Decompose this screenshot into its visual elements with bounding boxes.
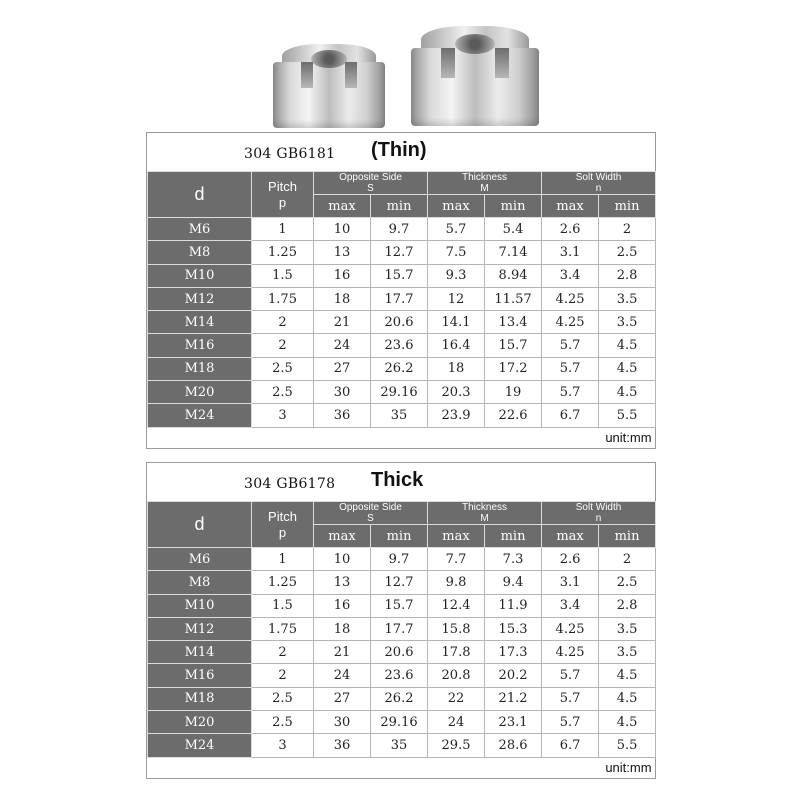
header-opposite-label: Opposite Side bbox=[339, 172, 402, 183]
thickness-max-cell: 16.4 bbox=[428, 334, 485, 357]
header-thickness-symbol: M bbox=[480, 183, 489, 194]
castle-nut-large-image bbox=[411, 26, 539, 126]
thickness-max-cell: 7.5 bbox=[428, 241, 485, 264]
pitch-cell: 2 bbox=[252, 641, 314, 664]
table-title bbox=[147, 463, 655, 501]
header-d: d bbox=[148, 172, 252, 218]
header-slot-width bbox=[542, 172, 656, 195]
opposite-max-cell: 36 bbox=[314, 734, 371, 757]
opposite-max-cell: 27 bbox=[314, 687, 371, 710]
table-row bbox=[148, 218, 656, 241]
header-slot-symbol: n bbox=[595, 183, 602, 194]
opposite-max-cell: 13 bbox=[314, 241, 371, 264]
slot-max-cell: 5.7 bbox=[542, 664, 599, 687]
table-row bbox=[148, 734, 656, 757]
slot-max-cell: 4.25 bbox=[542, 641, 599, 664]
table-row bbox=[148, 381, 656, 404]
size-cell: M10 bbox=[148, 594, 252, 617]
thickness-max-cell: 22 bbox=[428, 687, 485, 710]
header-opposite-symbol: S bbox=[367, 183, 374, 194]
table-row bbox=[148, 241, 656, 264]
pitch-cell: 1 bbox=[252, 218, 314, 241]
thickness-max-cell: 9.3 bbox=[428, 264, 485, 287]
size-cell: M20 bbox=[148, 711, 252, 734]
slot-max-cell: 4.25 bbox=[542, 617, 599, 640]
slot-max-cell: 4.25 bbox=[542, 311, 599, 334]
table-row bbox=[148, 641, 656, 664]
thickness-max-cell: 20.8 bbox=[428, 664, 485, 687]
thickness-max-cell: 29.5 bbox=[428, 734, 485, 757]
slot-min-cell: 2.5 bbox=[599, 571, 656, 594]
header-pitch bbox=[252, 502, 314, 548]
product-photo bbox=[265, 22, 545, 130]
header-thickness bbox=[428, 502, 542, 525]
thickness-min-cell: 5.4 bbox=[485, 218, 542, 241]
thickness-min-cell: 21.2 bbox=[485, 687, 542, 710]
slot-max-cell: 3.4 bbox=[542, 264, 599, 287]
size-cell: M16 bbox=[148, 334, 252, 357]
opposite-min-cell: 9.7 bbox=[371, 218, 428, 241]
header-slot-symbol: n bbox=[595, 513, 602, 524]
slot-max-cell: 5.7 bbox=[542, 334, 599, 357]
thickness-max-cell: 23.9 bbox=[428, 404, 485, 427]
table-row bbox=[148, 594, 656, 617]
thickness-max-cell: 5.7 bbox=[428, 218, 485, 241]
pitch-cell: 3 bbox=[252, 404, 314, 427]
size-cell: M12 bbox=[148, 617, 252, 640]
thickness-max-cell: 17.8 bbox=[428, 641, 485, 664]
thickness-min-cell: 19 bbox=[485, 381, 542, 404]
thickness-min-cell: 22.6 bbox=[485, 404, 542, 427]
spec-table-thin bbox=[146, 132, 656, 449]
slot-max-cell: 4.25 bbox=[542, 287, 599, 310]
unit-label: unit:mm bbox=[605, 760, 652, 776]
pitch-cell: 1.5 bbox=[252, 264, 314, 287]
slot-min-cell: 4.5 bbox=[599, 687, 656, 710]
size-cell: M14 bbox=[148, 641, 252, 664]
table-row bbox=[148, 687, 656, 710]
opposite-max-cell: 36 bbox=[314, 404, 371, 427]
thickness-min-cell: 17.2 bbox=[485, 357, 542, 380]
slot-max-cell: 6.7 bbox=[542, 734, 599, 757]
table-row bbox=[148, 334, 656, 357]
opposite-max-cell: 27 bbox=[314, 357, 371, 380]
opposite-min-cell: 15.7 bbox=[371, 264, 428, 287]
size-cell: M14 bbox=[148, 311, 252, 334]
thickness-min-cell: 15.3 bbox=[485, 617, 542, 640]
spec-table-thick bbox=[146, 462, 656, 779]
header-thickness-label: Thickness bbox=[462, 172, 508, 183]
opposite-min-cell: 35 bbox=[371, 734, 428, 757]
opposite-max-cell: 16 bbox=[314, 594, 371, 617]
standard-code: 304 GB6181 bbox=[244, 146, 336, 162]
header-min: min bbox=[371, 525, 428, 548]
header-thickness-symbol: M bbox=[480, 513, 489, 524]
size-cell: M16 bbox=[148, 664, 252, 687]
opposite-min-cell: 23.6 bbox=[371, 334, 428, 357]
pitch-cell: 3 bbox=[252, 734, 314, 757]
slot-max-cell: 5.7 bbox=[542, 357, 599, 380]
slot-max-cell: 3.1 bbox=[542, 241, 599, 264]
header-max: max bbox=[542, 195, 599, 218]
thickness-max-cell: 9.8 bbox=[428, 571, 485, 594]
pitch-cell: 1.75 bbox=[252, 287, 314, 310]
opposite-min-cell: 23.6 bbox=[371, 664, 428, 687]
pitch-cell: 2.5 bbox=[252, 357, 314, 380]
opposite-min-cell: 12.7 bbox=[371, 241, 428, 264]
castle-nut-small-image bbox=[273, 44, 385, 128]
slot-max-cell: 5.7 bbox=[542, 381, 599, 404]
thickness-min-cell: 23.1 bbox=[485, 711, 542, 734]
thickness-min-cell: 15.7 bbox=[485, 334, 542, 357]
opposite-min-cell: 35 bbox=[371, 404, 428, 427]
opposite-max-cell: 21 bbox=[314, 641, 371, 664]
table-title bbox=[147, 133, 655, 171]
header-slot-width bbox=[542, 502, 656, 525]
opposite-min-cell: 20.6 bbox=[371, 641, 428, 664]
size-cell: M20 bbox=[148, 381, 252, 404]
opposite-min-cell: 9.7 bbox=[371, 548, 428, 571]
table-row bbox=[148, 404, 656, 427]
dimension-table bbox=[147, 501, 656, 778]
opposite-min-cell: 17.7 bbox=[371, 287, 428, 310]
slot-min-cell: 2 bbox=[599, 548, 656, 571]
pitch-cell: 2 bbox=[252, 311, 314, 334]
header-max: max bbox=[314, 525, 371, 548]
opposite-min-cell: 26.2 bbox=[371, 687, 428, 710]
opposite-max-cell: 13 bbox=[314, 571, 371, 594]
header-max: max bbox=[428, 525, 485, 548]
header-min: min bbox=[485, 525, 542, 548]
opposite-min-cell: 26.2 bbox=[371, 357, 428, 380]
thickness-max-cell: 12 bbox=[428, 287, 485, 310]
slot-max-cell: 5.7 bbox=[542, 687, 599, 710]
opposite-min-cell: 29.16 bbox=[371, 381, 428, 404]
size-cell: M8 bbox=[148, 571, 252, 594]
thickness-min-cell: 8.94 bbox=[485, 264, 542, 287]
slot-min-cell: 3.5 bbox=[599, 287, 656, 310]
size-cell: M12 bbox=[148, 287, 252, 310]
slot-min-cell: 3.5 bbox=[599, 641, 656, 664]
pitch-cell: 2 bbox=[252, 664, 314, 687]
header-pitch-symbol: p bbox=[278, 524, 287, 540]
header-min: min bbox=[371, 195, 428, 218]
opposite-max-cell: 18 bbox=[314, 617, 371, 640]
header-opposite-label: Opposite Side bbox=[339, 502, 402, 513]
thickness-max-cell: 20.3 bbox=[428, 381, 485, 404]
opposite-max-cell: 24 bbox=[314, 334, 371, 357]
thickness-max-cell: 12.4 bbox=[428, 594, 485, 617]
pitch-cell: 2.5 bbox=[252, 687, 314, 710]
table-body bbox=[148, 218, 656, 428]
thickness-min-cell: 28.6 bbox=[485, 734, 542, 757]
slot-max-cell: 5.7 bbox=[542, 711, 599, 734]
thickness-min-cell: 13.4 bbox=[485, 311, 542, 334]
size-cell: M24 bbox=[148, 734, 252, 757]
slot-min-cell: 3.5 bbox=[599, 311, 656, 334]
pitch-cell: 1.25 bbox=[252, 571, 314, 594]
header-min: min bbox=[599, 525, 656, 548]
slot-max-cell: 2.6 bbox=[542, 548, 599, 571]
opposite-min-cell: 15.7 bbox=[371, 594, 428, 617]
opposite-max-cell: 10 bbox=[314, 548, 371, 571]
size-cell: M10 bbox=[148, 264, 252, 287]
header-slot-label: Solt Width bbox=[575, 502, 622, 513]
pitch-cell: 1.75 bbox=[252, 617, 314, 640]
standard-code: 304 GB6178 bbox=[244, 476, 336, 492]
table-row bbox=[148, 357, 656, 380]
size-cell: M18 bbox=[148, 357, 252, 380]
thickness-max-cell: 15.8 bbox=[428, 617, 485, 640]
size-cell: M6 bbox=[148, 548, 252, 571]
slot-min-cell: 5.5 bbox=[599, 734, 656, 757]
slot-min-cell: 4.5 bbox=[599, 381, 656, 404]
thickness-min-cell: 7.14 bbox=[485, 241, 542, 264]
slot-min-cell: 4.5 bbox=[599, 357, 656, 380]
header-opposite-side bbox=[314, 502, 428, 525]
header-min: min bbox=[485, 195, 542, 218]
pitch-cell: 2.5 bbox=[252, 711, 314, 734]
header-pitch-label: Pitch bbox=[268, 178, 297, 194]
thickness-max-cell: 18 bbox=[428, 357, 485, 380]
header-min: min bbox=[599, 195, 656, 218]
size-cell: M6 bbox=[148, 218, 252, 241]
thickness-min-cell: 11.9 bbox=[485, 594, 542, 617]
header-opposite-symbol: S bbox=[367, 513, 374, 524]
opposite-max-cell: 16 bbox=[314, 264, 371, 287]
slot-max-cell: 2.6 bbox=[542, 218, 599, 241]
opposite-min-cell: 17.7 bbox=[371, 617, 428, 640]
table-body bbox=[148, 548, 656, 758]
slot-max-cell: 3.4 bbox=[542, 594, 599, 617]
header-max: max bbox=[542, 525, 599, 548]
header-slot-label: Solt Width bbox=[575, 172, 622, 183]
thickness-min-cell: 20.2 bbox=[485, 664, 542, 687]
size-cell: M24 bbox=[148, 404, 252, 427]
dimension-table bbox=[147, 171, 656, 448]
nut-type-label: Thick bbox=[371, 469, 424, 491]
thickness-max-cell: 24 bbox=[428, 711, 485, 734]
table-row bbox=[148, 617, 656, 640]
header-max: max bbox=[428, 195, 485, 218]
header-pitch-label: Pitch bbox=[268, 508, 297, 524]
header-max: max bbox=[314, 195, 371, 218]
opposite-min-cell: 29.16 bbox=[371, 711, 428, 734]
header-pitch bbox=[252, 172, 314, 218]
pitch-cell: 1 bbox=[252, 548, 314, 571]
pitch-cell: 1.25 bbox=[252, 241, 314, 264]
nut-type-label: (Thin) bbox=[371, 139, 427, 161]
thickness-max-cell: 14.1 bbox=[428, 311, 485, 334]
table-row bbox=[148, 287, 656, 310]
slot-min-cell: 2.8 bbox=[599, 264, 656, 287]
slot-min-cell: 2.8 bbox=[599, 594, 656, 617]
opposite-min-cell: 20.6 bbox=[371, 311, 428, 334]
opposite-max-cell: 30 bbox=[314, 711, 371, 734]
pitch-cell: 2.5 bbox=[252, 381, 314, 404]
size-cell: M8 bbox=[148, 241, 252, 264]
table-row bbox=[148, 711, 656, 734]
slot-max-cell: 6.7 bbox=[542, 404, 599, 427]
table-row bbox=[148, 311, 656, 334]
opposite-max-cell: 30 bbox=[314, 381, 371, 404]
slot-min-cell: 2 bbox=[599, 218, 656, 241]
slot-min-cell: 4.5 bbox=[599, 334, 656, 357]
thickness-min-cell: 9.4 bbox=[485, 571, 542, 594]
slot-min-cell: 5.5 bbox=[599, 404, 656, 427]
pitch-cell: 1.5 bbox=[252, 594, 314, 617]
unit-label: unit:mm bbox=[605, 430, 652, 446]
header-thickness-label: Thickness bbox=[462, 502, 508, 513]
slot-min-cell: 4.5 bbox=[599, 711, 656, 734]
slot-min-cell: 4.5 bbox=[599, 664, 656, 687]
opposite-max-cell: 10 bbox=[314, 218, 371, 241]
thickness-min-cell: 17.3 bbox=[485, 641, 542, 664]
opposite-max-cell: 21 bbox=[314, 311, 371, 334]
thickness-min-cell: 11.57 bbox=[485, 287, 542, 310]
slot-min-cell: 3.5 bbox=[599, 617, 656, 640]
header-thickness bbox=[428, 172, 542, 195]
table-row bbox=[148, 664, 656, 687]
opposite-max-cell: 24 bbox=[314, 664, 371, 687]
thickness-min-cell: 7.3 bbox=[485, 548, 542, 571]
slot-min-cell: 2.5 bbox=[599, 241, 656, 264]
table-row bbox=[148, 548, 656, 571]
header-opposite-side bbox=[314, 172, 428, 195]
pitch-cell: 2 bbox=[252, 334, 314, 357]
size-cell: M18 bbox=[148, 687, 252, 710]
opposite-min-cell: 12.7 bbox=[371, 571, 428, 594]
opposite-max-cell: 18 bbox=[314, 287, 371, 310]
table-row bbox=[148, 264, 656, 287]
slot-max-cell: 3.1 bbox=[542, 571, 599, 594]
header-d: d bbox=[148, 502, 252, 548]
header-pitch-symbol: p bbox=[278, 194, 287, 210]
thickness-max-cell: 7.7 bbox=[428, 548, 485, 571]
table-row bbox=[148, 571, 656, 594]
